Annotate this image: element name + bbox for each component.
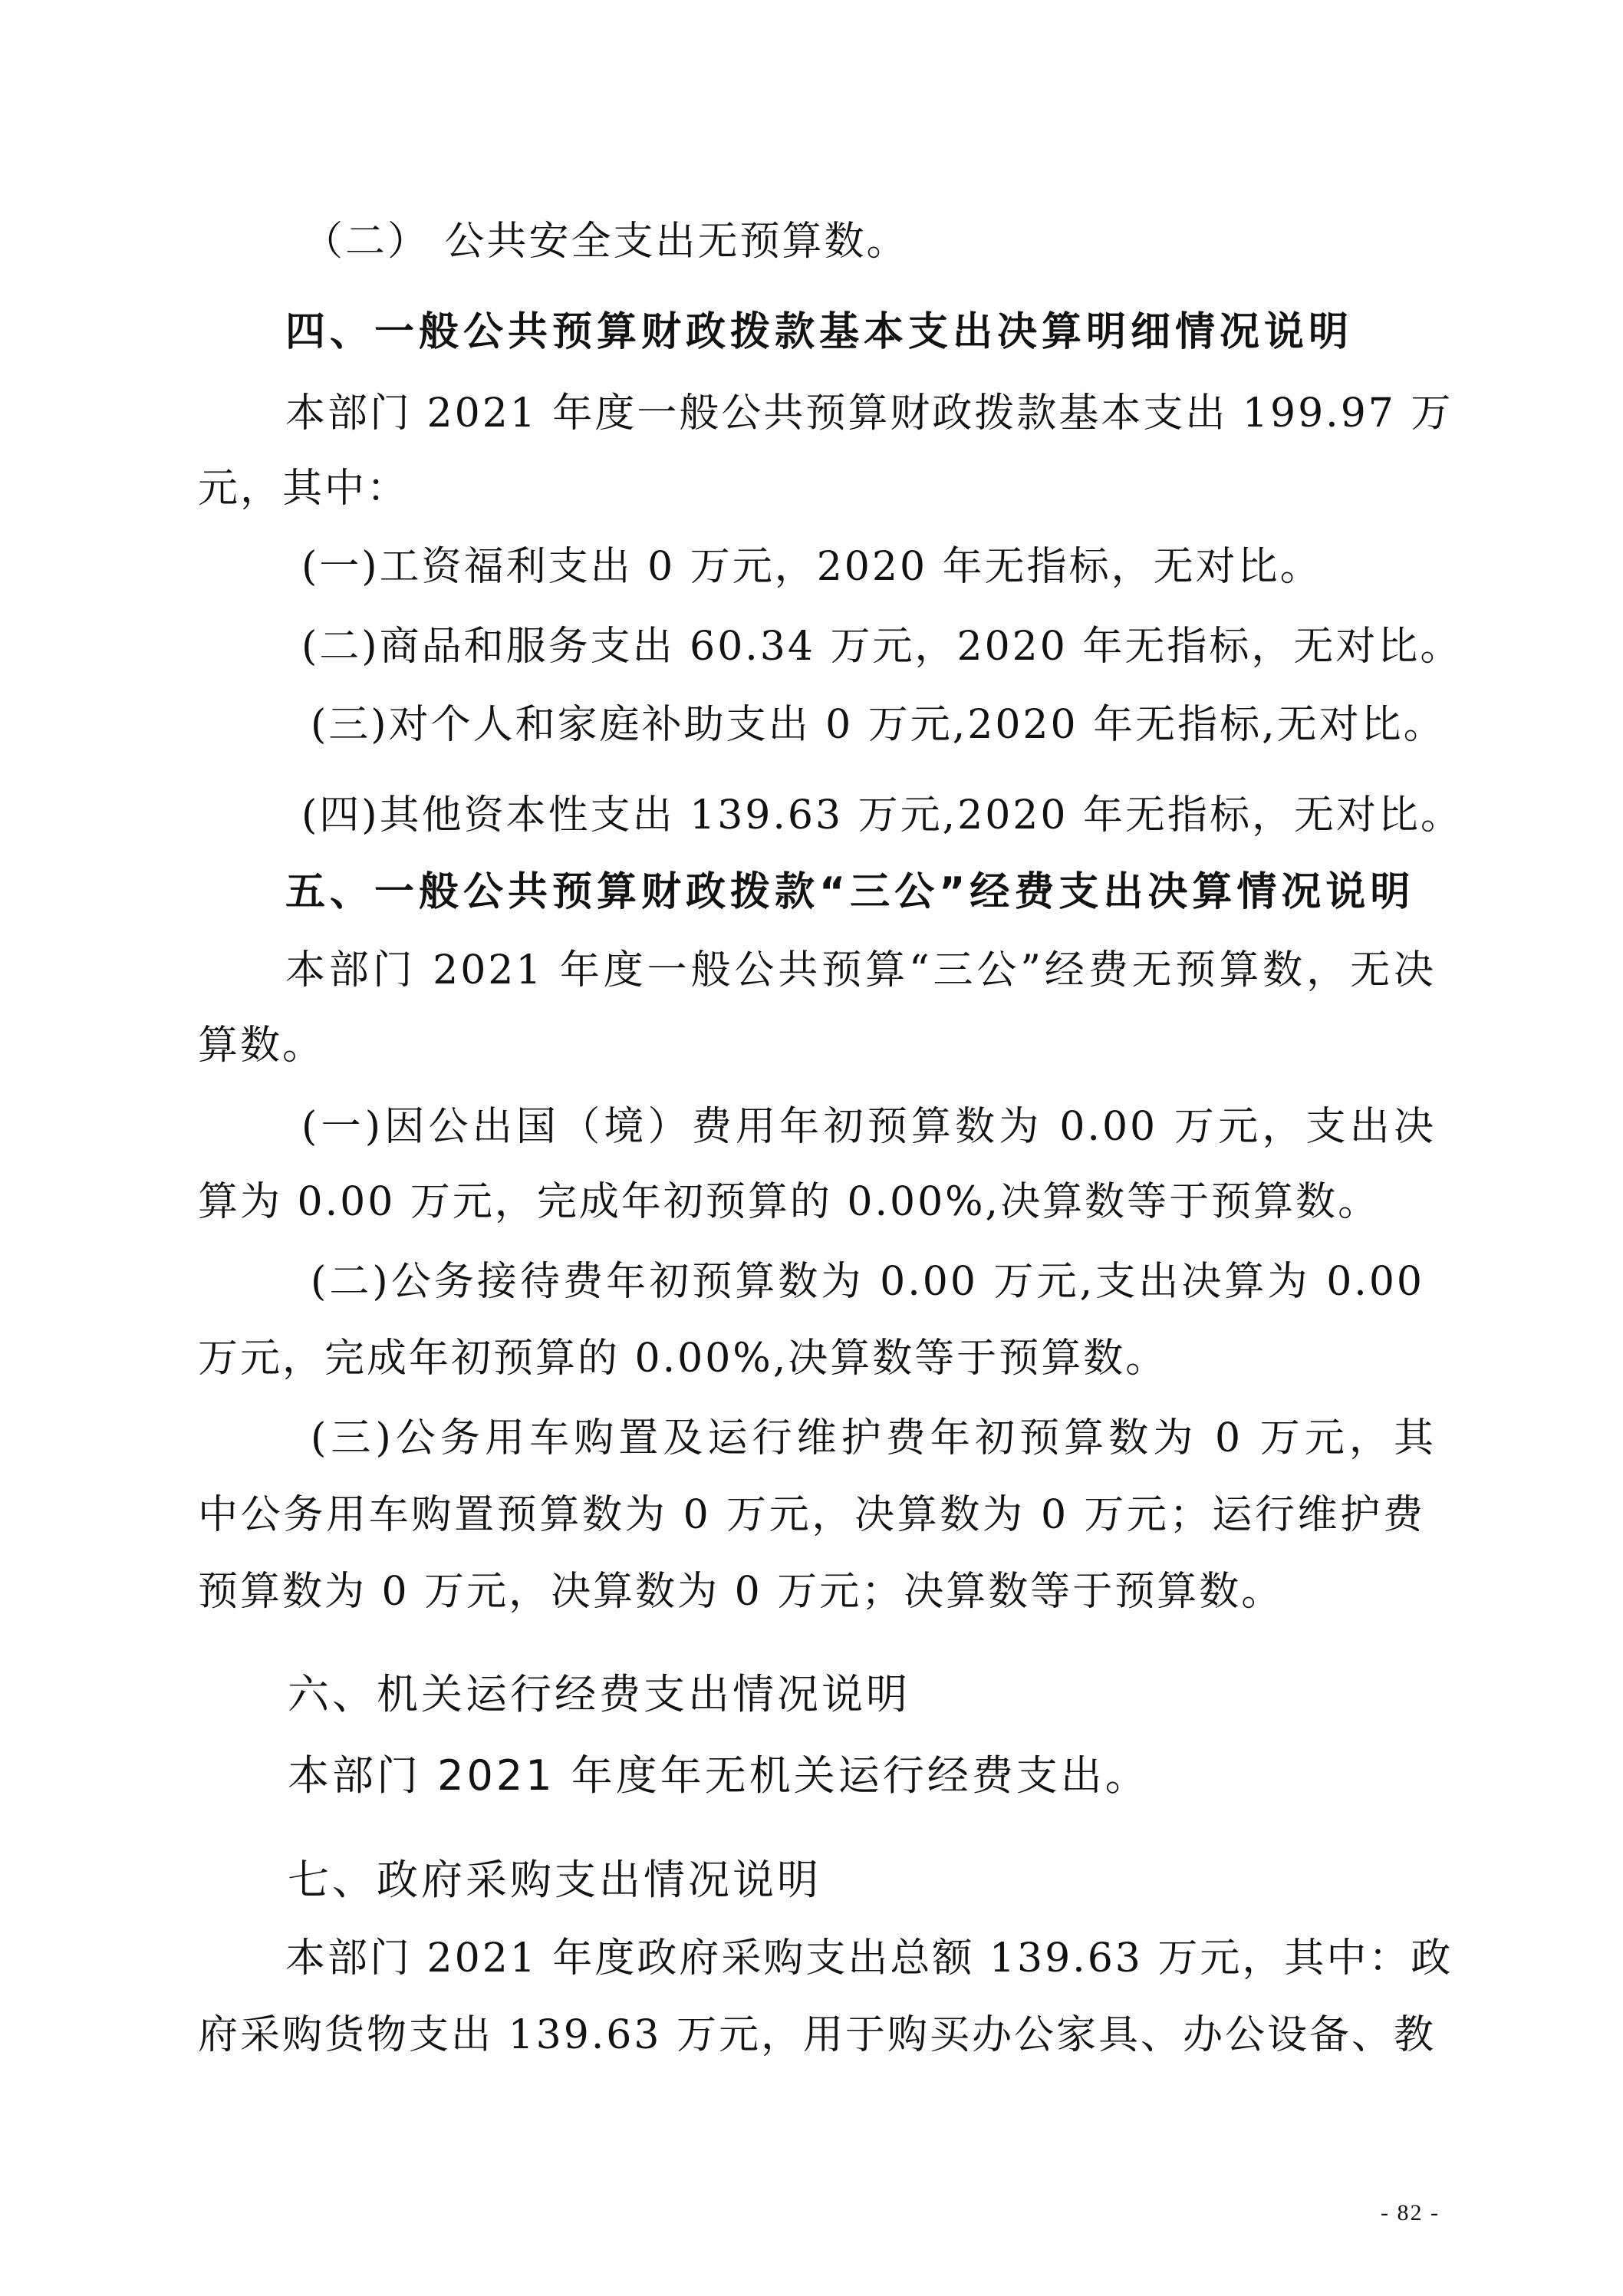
paragraph-line: 预算数为 0 万元，决算数为 0 万元；决算数等于预算数。 — [198, 1569, 1284, 1615]
paragraph-line: 本部门 2021 年度一般公共预算财政拨款基本支出 199.97 万 — [285, 390, 1453, 436]
section-heading-7: 七、政府采购支出情况说明 — [288, 1856, 821, 1904]
paragraph-line: 府采购货物支出 139.63 万元，用于购买办公家具、办公设备、教 — [198, 2012, 1437, 2058]
paragraph-line: 算为 0.00 万元，完成年初预算的 0.00%,决算数等于预算数。 — [198, 1179, 1381, 1225]
list-item: (四)其他资本性支出 139.63 万元,2020 年无指标，无对比。 — [301, 792, 1463, 838]
list-item: (一)工资福利支出 0 万元，2020 年无指标，无对比。 — [301, 544, 1322, 590]
page-number: - 82 - — [1381, 2200, 1440, 2225]
section-heading-4: 四、一般公共预算财政拨款基本支出决算明细情况说明 — [285, 309, 1354, 355]
paragraph-line: （二） 公共安全支出无预算数。 — [303, 219, 909, 265]
paragraph-line: 元，其中： — [198, 466, 410, 512]
paragraph-line: 本部门 2021 年度年无机关运行经费支出。 — [288, 1751, 1150, 1800]
paragraph-line: 万元，完成年初预算的 0.00%,决算数等于预算数。 — [198, 1336, 1168, 1382]
list-item: (二)公务接待费年初预算数为 0.00 万元,支出决算为 0.00 — [311, 1259, 1424, 1305]
paragraph-line: 中公务用车购置预算数为 0 万元，决算数为 0 万元；运行维护费 — [198, 1492, 1425, 1538]
list-item: (二)商品和服务支出 60.34 万元，2020 年无指标，无对比。 — [301, 624, 1463, 670]
list-item: (三)对个人和家庭补助支出 0 万元,2020 年无指标,无对比。 — [311, 702, 1446, 748]
list-item: (一)因公出国（境）费用年初预算数为 0.00 万元，支出决 — [301, 1104, 1436, 1150]
paragraph-line: 本部门 2021 年度一般公共预算“三公”经费无预算数，无决 — [285, 947, 1436, 993]
paragraph-line: 算数。 — [198, 1023, 325, 1069]
paragraph-line: 本部门 2021 年度政府采购支出总额 139.63 万元，其中：政 — [285, 1935, 1453, 1981]
section-heading-5: 五、一般公共预算财政拨款“三公”经费支出决算情况说明 — [285, 869, 1415, 915]
section-heading-6: 六、机关运行经费支出情况说明 — [288, 1670, 910, 1718]
list-item: (三)公务用车购置及运行维护费年初预算数为 0 万元，其 — [311, 1415, 1436, 1461]
